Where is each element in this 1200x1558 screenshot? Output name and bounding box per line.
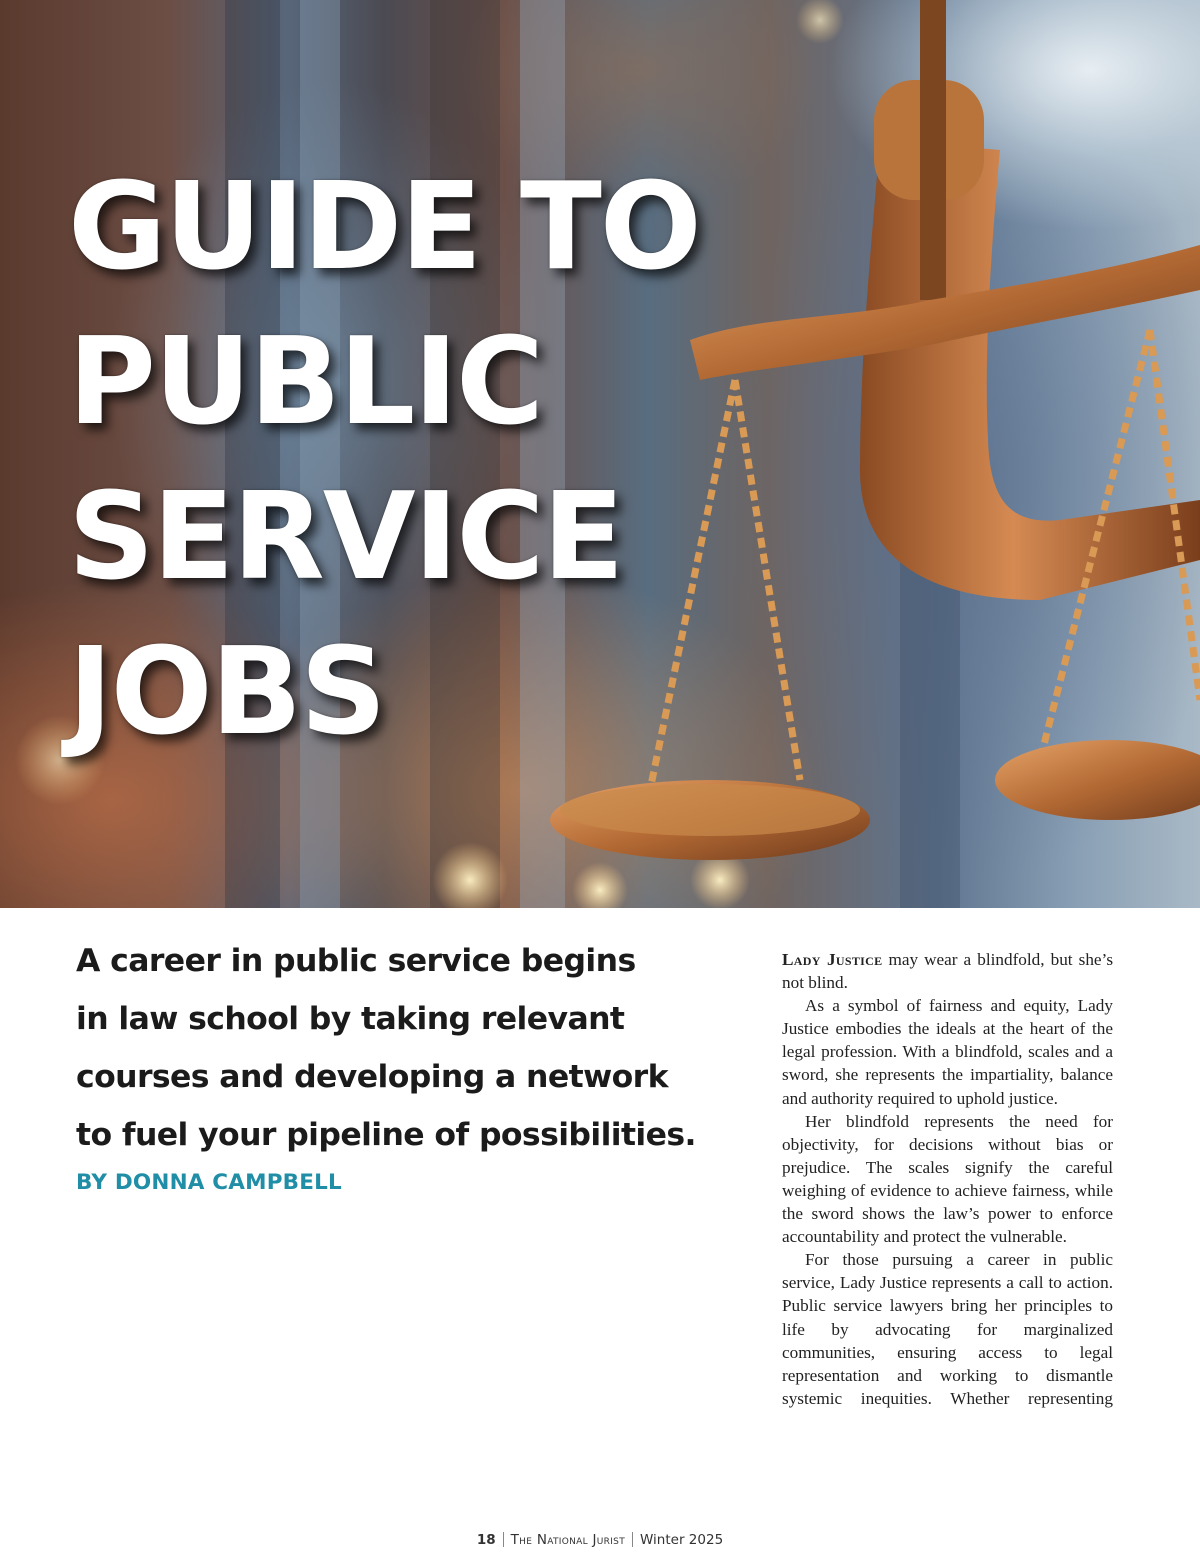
byline: BY DONNA CAMPBELL: [76, 1170, 342, 1195]
paragraph-text: may wear a blindfold, but she’s not blind.: [782, 950, 1114, 993]
body-paragraph: Her blindfold represents the need for objectivity, for decisions without bias or prejudice. The scales signify the careful weighing of evidence to achieve fairness, while the sword shows the law’s power to enforce accountability and protect the vulnerable.: [782, 1111, 1113, 1247]
handle-rod: [920, 0, 946, 300]
arm-shape: [860, 140, 1200, 600]
dek-line: courses and developing a network: [76, 1059, 668, 1095]
dek-line: A career in public service begins: [76, 943, 636, 979]
page-number: 18: [476, 1532, 496, 1548]
footer-divider: [632, 1532, 633, 1547]
headline-line: JOBS: [68, 623, 385, 762]
headline-line: GUIDE TO: [68, 158, 700, 297]
headline-line: SERVICE: [68, 468, 623, 607]
magazine-name: The National Jurist: [510, 1532, 625, 1548]
body-paragraph: For those pursuing a career in public service, Lady Justice represents a call to action. Public service lawyers bring her principles to life by advocating for marginalized communities, ensuring access to legal representation and working to dismantle systemic inequities. Whether representing: [782, 1250, 1113, 1408]
body-paragraph: As a symbol of fairness and equity, Lady Justice embodies the ideals at the heart of the legal profession. With a blindfold, scales and a sword, she represents the impartiality, balance and authority required to uphold justice.: [782, 996, 1113, 1108]
footer-divider: [503, 1532, 504, 1547]
headline: [68, 150, 700, 770]
right-pan: [995, 740, 1200, 820]
headline-line: PUBLIC: [68, 313, 543, 452]
dek-line: in law school by taking relevant: [76, 1001, 625, 1037]
body-paragraph: [782, 948, 1113, 994]
issue-date: Winter 2025: [640, 1532, 724, 1548]
article-body: [782, 948, 1113, 1410]
dek-line: to fuel your pipeline of possibilities.: [76, 1117, 696, 1153]
dek-subheadline: [76, 932, 746, 1164]
page-footer: [0, 1532, 1200, 1548]
lead-in: Lady Justice: [782, 950, 883, 969]
